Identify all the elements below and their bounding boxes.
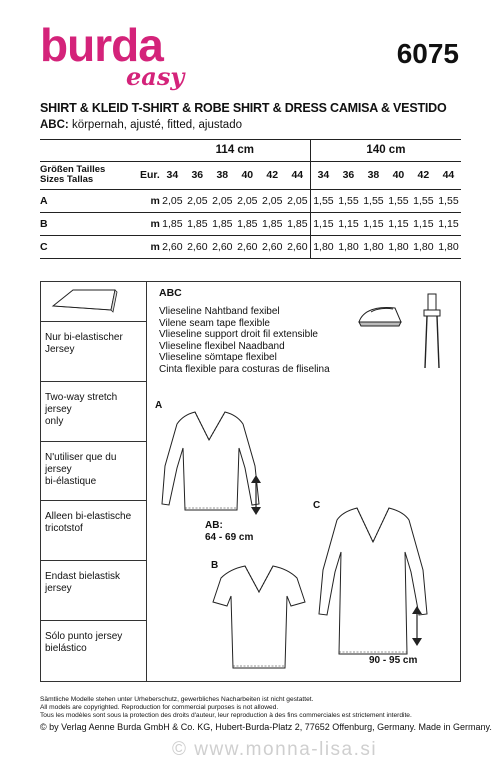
yardage-cell: 2,05 [235,189,260,212]
yardage-cell: 1,15 [411,212,436,235]
footer-copyright: © by Verlag Aenne Burda GmbH & Co. KG, Hubert-Burda-Platz 2, 77652 Offenburg, Germany. Made in Germany. [40,721,492,732]
size-column-header: 42 [260,161,285,189]
yardage-cell: 1,55 [411,189,436,212]
yardage-cell: 1,80 [310,235,336,258]
size-column-header: 38 [210,161,235,189]
footer-line: Tous les modèles sont sous la protection des droits d'auteur, leur reproduction à des fins commerciales est strictement interdite. [40,712,412,720]
yardage-cell: 1,85 [210,212,235,235]
fabric-notes-column [41,282,147,681]
yardage-cell: 2,05 [285,189,311,212]
view-row-label: B [40,212,140,235]
c-length-measure: 90 - 95 cm [369,655,418,666]
iron-icon [355,300,405,330]
notions-list [159,306,330,375]
yardage-cell: 2,60 [160,235,185,258]
length-arrow-ab [250,473,262,517]
yardage-cell: 2,05 [185,189,210,212]
size-column-header: 34 [310,161,336,189]
unit-cell: m [140,235,160,258]
notions-heading: ABC [159,287,182,299]
size-column-header: 42 [411,161,436,189]
yardage-cell: 1,80 [361,235,386,258]
yardage-cell: 1,55 [386,189,411,212]
yardage-cell: 1,15 [310,212,336,235]
notion-line: Vlieseline flexibel Naadband [159,340,285,352]
fit-text: körpernah, ajusté, fitted, ajustado [68,119,242,131]
size-column-header: 36 [336,161,361,189]
yardage-table [40,139,461,259]
view-b-shirt-drawing [211,562,311,674]
yardage-cell: 1,85 [260,212,285,235]
pattern-number: 6075 [396,38,459,69]
yardage-cell: 2,05 [260,189,285,212]
yardage-cell: 2,60 [285,235,311,258]
yardage-cell: 1,80 [336,235,361,258]
size-column-header: 34 [160,161,185,189]
notion-line: Vlieseline Nahtband fexibel [159,306,280,317]
footer-line: Sämtliche Modelle stehen unter Urheberschutz, gewerbliches Nacharbeiten ist nicht gestattet. [40,696,314,703]
yardage-cell: 2,60 [235,235,260,258]
unit-header: Eur. [140,161,160,189]
fabric-illustration-cell [41,282,146,322]
yardage-cell: 1,55 [436,189,461,212]
size-column-header: 40 [235,161,260,189]
view-a-label: A [155,400,163,411]
logo-wordmark: burda [40,19,163,71]
size-column-header: 38 [361,161,386,189]
size-column-header: 44 [285,161,311,189]
ab-length-measure: AB: 64 - 69 cm [205,520,254,543]
yardage-cell: 2,60 [260,235,285,258]
yardage-cell: 1,15 [386,212,411,235]
view-row-label: C [40,235,140,258]
size-header-line1: Größen Tailles [40,164,106,175]
unit-cell: m [140,212,160,235]
yardage-cell: 1,85 [160,212,185,235]
view-a-shirt-drawing [155,406,265,516]
yardage-cell: 1,55 [336,189,361,212]
size-header-label [40,161,140,189]
footer-line: All models are copyrighted. Reproduction for commercial purposes is not allowed. [40,704,279,712]
table-size-row [40,161,461,189]
size-header-line2: Sizes Tallas [40,174,94,185]
fabric-note-fr: N'utiliser que du jersey bi-élastique [41,442,146,501]
size-column-header: 40 [386,161,411,189]
view-c-label: C [313,500,321,511]
length-arrow-c [411,604,423,648]
pattern-title: SHIRT & KLEID T-SHIRT & ROBE SHIRT & DRESS CAMISA & VESTIDO [40,101,447,115]
table-row [40,235,461,258]
yardage-cell: 2,05 [160,189,185,212]
view-b-label: B [211,560,219,571]
notion-line: Vlieseline support droit fil extensible [159,329,318,340]
notion-line: Cinta flexible para costuras de fliselina [159,363,330,375]
notion-line: Vilene seam tape flexible [159,317,270,329]
yardage-cell: 1,55 [361,189,386,212]
yardage-cell: 1,80 [436,235,461,258]
table-width-row [40,139,461,161]
fabric-note-de: Nur bi-elastischer Jersey [41,322,146,382]
yardage-cell: 2,60 [210,235,235,258]
fabric-note-es: Sólo punto jersey bielástico [45,631,123,654]
info-grid [40,281,461,682]
fabric-note-en: Two-way stretch jersey only [41,382,146,442]
notion-line: Vlieseline sömtape flexibel [159,352,277,363]
yardage-cell: 1,15 [436,212,461,235]
table-row [40,212,461,235]
yardage-cell: 1,15 [361,212,386,235]
table-row [40,189,461,212]
fit-prefix: ABC: [40,119,69,131]
fabric-note-sv: Endast bielastisk jersey [41,561,146,621]
logo-easy: easy [126,62,185,91]
copyright-footer [40,696,492,733]
notions-and-views [147,282,460,681]
yardage-cell: 2,60 [185,235,210,258]
size-column-header: 44 [436,161,461,189]
view-row-label: A [40,189,140,212]
width-140-header: 140 cm [310,139,461,161]
size-column-header: 36 [185,161,210,189]
yardage-cell: 1,55 [310,189,336,212]
fabric-note-nl: Alleen bi-elastische tricotstof [41,501,146,561]
yardage-cell: 1,85 [285,212,311,235]
burda-logo [40,19,185,91]
watermark: © www.monna-lisa.si [172,739,378,760]
width-114-header: 114 cm [160,139,311,161]
yardage-cell: 2,05 [210,189,235,212]
yardage-cell: 1,80 [386,235,411,258]
yardage-cell: 1,85 [185,212,210,235]
fabric-fold-icon [45,282,145,322]
unit-cell: m [140,189,160,212]
yardage-cell: 1,80 [411,235,436,258]
yardage-cell: 1,15 [336,212,361,235]
fit-description [40,119,242,131]
yardage-cell: 1,85 [235,212,260,235]
twin-needle-icon [417,292,447,372]
